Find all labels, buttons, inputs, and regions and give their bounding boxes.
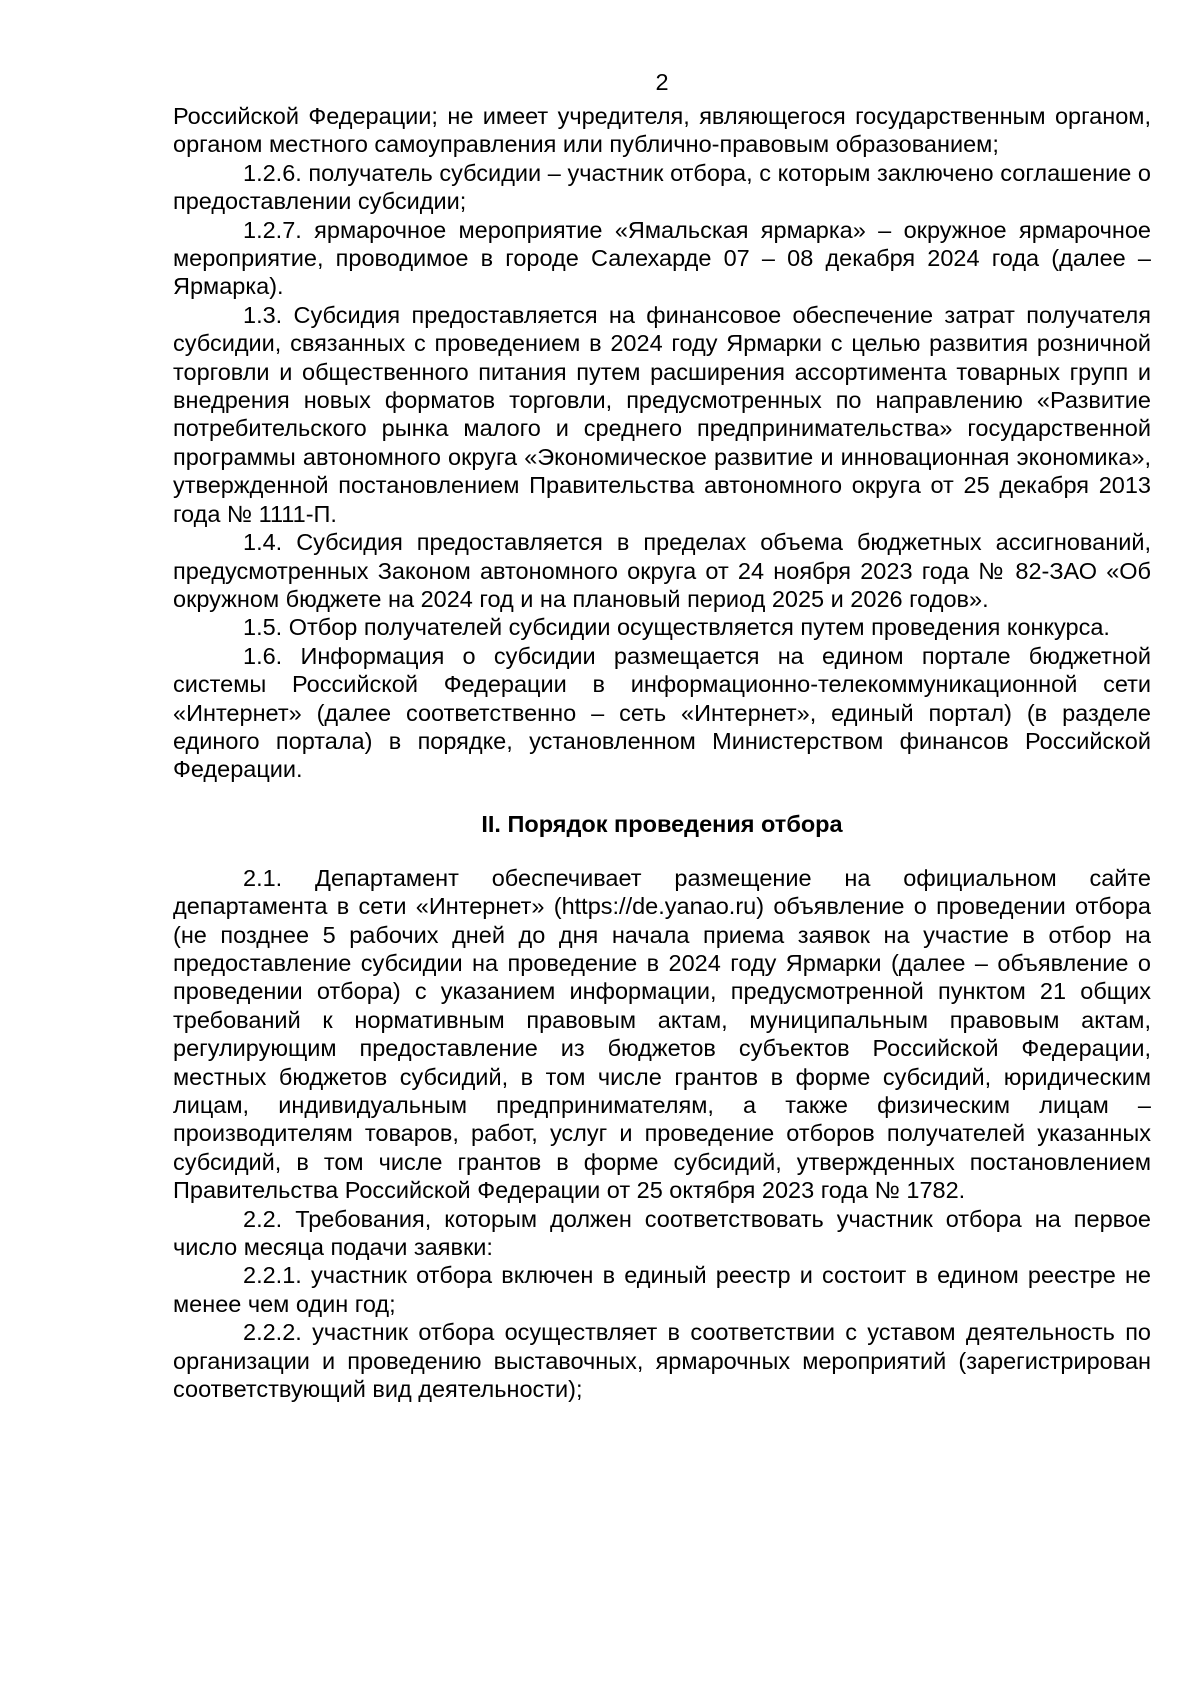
page-number: 2 [655, 69, 669, 95]
paragraph-2-2: 2.2. Требования, которым должен соответствовать участник отбора на первое число месяца подачи заявки: [173, 1205, 1151, 1261]
section-heading: II. Порядок проведения отбора [481, 810, 843, 837]
paragraph-1-4: 1.4. Субсидия предоставляется в пределах объема бюджетных ассигнований, предусмотренных Законом автономного округа от 24 ноября 2023 года № 82-ЗАО «Об окружном бюджете на 2024 год и на плановый период 2025 и 2026 годов». [173, 529, 1151, 612]
paragraph-1-2-6: 1.2.6. получатель субсидии – участник отбора, с которым заключено соглашение о предоставлении субсидии; [173, 159, 1151, 215]
paragraph-1-2-7: 1.2.7. ярмарочное мероприятие «Ямальская ярмарка» – окружное ярмарочное мероприятие, проводимое в городе Салехарде 07 – 08 декабря 2024 года (далее – Ярмарка). [173, 216, 1151, 300]
paragraph-1-5: 1.5. Отбор получателей субсидии осуществляется путем проведения конкурса. [243, 614, 1110, 641]
paragraph-2-2-1: 2.2.1. участник отбора включен в единый реестр и состоит в едином реестре не менее чем один год; [173, 1262, 1151, 1317]
paragraph-2-1: 2.1. Департамент обеспечивает размещение на официальном сайте департамента в сети «Интернет» (https://de.yanao.ru) объявление о проведении отбора (не позднее 5 рабочих дней до дня начала приема заявок на участие в отбор на предоставление субсидии на проведение в 2024 году Ярмарки (далее – объявление о проведении отбора) с указанием информации, предусмотренной пунктом 21 общих требований к нормативным правовым актам, муниципальным правовым актам, регулирующим предоставление из бюджетов субъектов Российской Федерации, местных бюджетов субсидий, в том числе грантов в форме субсидий, юридическим лицам, индивидуальным предпринимателям, а также физическим лицам – производителям товаров, работ, услуг и проведение отборов получателей указанных субсидий, в том числе грантов в форме субсидий, утвержденных постановлением Правительства Российской Федерации от 25 октября 2023 года № 1782. [173, 864, 1151, 1204]
paragraph-continuation: Российской Федерации; не имеет учредителя, являющегося государственным органом, органом местного самоуправления или публично-правовым образованием; [173, 103, 1151, 158]
paragraph-1-6: 1.6. Информация о субсидии размещается на едином портале бюджетной системы Российской Федерации в информационно-телекоммуникационной сети «Интернет» (далее соответственно – сеть «Интернет», единый портал) (в разделе единого портала) в порядке, установленном Министерством финансов Российской Федерации. [173, 642, 1151, 783]
paragraph-1-3: 1.3. Субсидия предоставляется на финансовое обеспечение затрат получателя субсидии, связанных с проведением в 2024 году Ярмарки с целью развития розничной торговли и общественного питания путем расширения ассортимента товарных групп и внедрения новых форматов торговли, предусмотренных по направлению «Развитие потребительского рынка малого и среднего предпринимательства» государственной программы автономного округа «Экономическое развитие и инновационная экономика», утвержденной постановлением Правительства автономного округа от 25 декабря 2013 года № 1111-П. [173, 301, 1151, 527]
document-page [173, 68, 1151, 1403]
paragraph-2-2-2: 2.2.2. участник отбора осуществляет в соответствии с уставом деятельность по организации и проведению выставочных, ярмарочных мероприятий (зарегистрирован соответствующий вид деятельности); [173, 1319, 1151, 1403]
